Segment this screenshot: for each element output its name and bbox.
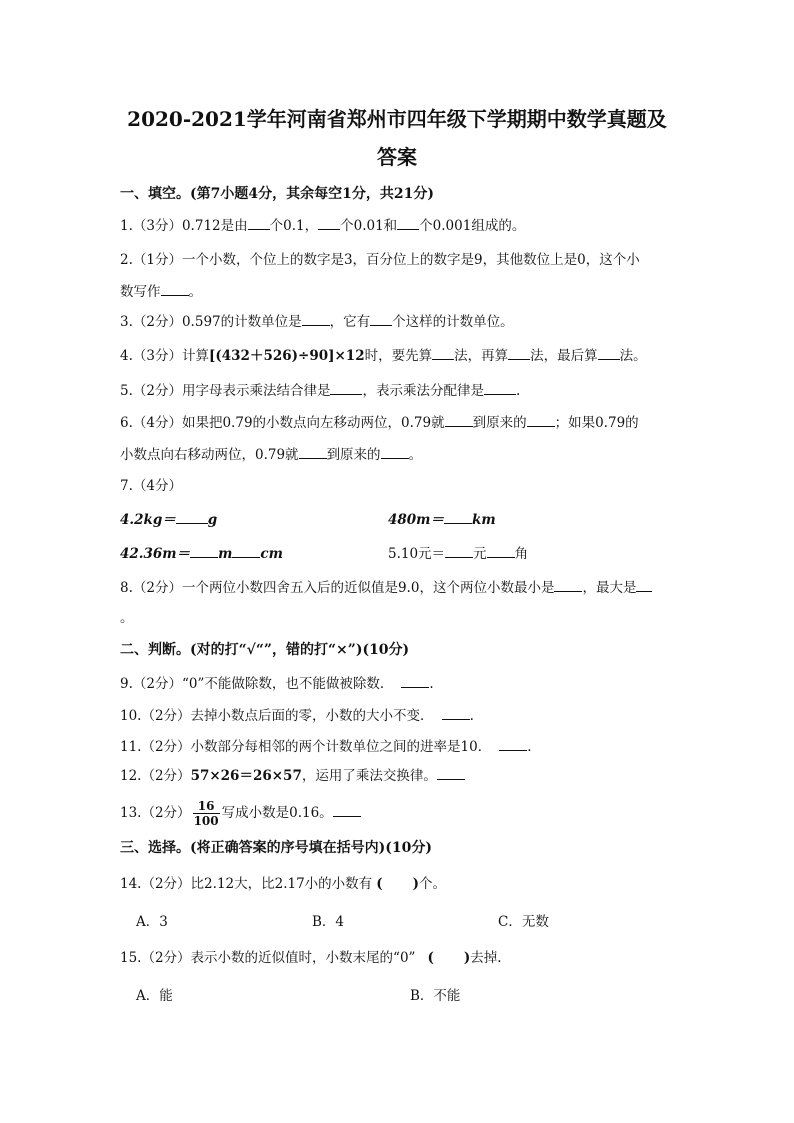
answer-blank: [527, 413, 555, 427]
answer-blank: [487, 544, 515, 558]
question-12: 12.（2分）57×26＝26×57，运用了乘法交换律。: [120, 766, 465, 786]
question-9: 9.（2分）“0”不能做除数，也不能做被除数． .: [120, 676, 434, 692]
answer-blank: [401, 674, 429, 688]
section-2-heading: 二、判断。(对的打“√“”，错的打“×”)(10分): [120, 642, 410, 658]
answer-blank: [554, 578, 582, 592]
question-14-option-c: C．无数: [498, 914, 549, 930]
question-6-line-2: 小数点向右移动两位，0.79就 到原来的 。: [120, 447, 423, 463]
title-line-2: 答案: [377, 145, 417, 169]
question-7-item-4: 5.10元＝ 元 角: [388, 546, 529, 562]
answer-blank: [299, 445, 327, 459]
answer-blank: [176, 510, 208, 524]
question-8: 8.（2分）一个两位小数四舍五入后的近似值是9.0，这个两位小数最小是 ，最大是: [120, 578, 652, 598]
question-7-item-1: 4.2kg＝ g: [120, 512, 218, 528]
question-7-label: 7.（4分）: [120, 478, 182, 494]
question-3: 3.（2分）0.597的计数单位是 ，它有 个这样的计数单位。: [120, 314, 514, 330]
answer-blank: [381, 445, 409, 459]
math-expression: [(432＋526)÷90]×12: [208, 348, 365, 364]
question-14: 14.（2分）比2.12大，比2.17小的小数有 ( )个。: [120, 876, 446, 892]
answer-blank: [598, 346, 620, 360]
question-14-option-b: B．4: [312, 914, 345, 930]
question-10: 10.（2分）去掉小数点后面的零，小数的大小不变． .: [120, 708, 474, 724]
answer-blank: [445, 544, 473, 558]
question-15: 15.（2分）表示小数的近似值时，小数末尾的“0” ( )去掉.: [120, 950, 502, 966]
question-7-item-3: 42.36m＝ m cm: [120, 546, 283, 562]
question-8-end: 。: [120, 610, 134, 626]
question-11: 11.（2分）小数部分每相邻的两个计数单位之间的进率是10． .: [120, 739, 532, 755]
question-1: 1.（3分）0.712是由 个0.1， 个0.01和 个0.001组成的。: [120, 218, 526, 234]
question-7-item-2: 480m＝ km: [388, 512, 496, 528]
answer-blank: [370, 312, 392, 326]
question-5: 5.（2分）用字母表示乘法结合律是 ，表示乘法分配律是 .: [120, 383, 521, 399]
answer-blank: [445, 413, 473, 427]
answer-blank: [333, 803, 361, 817]
answer-blank: [432, 346, 454, 360]
answer-blank: [330, 381, 362, 395]
question-6-line-1: 6.（4分）如果把0.79的小数点向左移动两位，0.79就 到原来的 ；如果0.79的: [120, 415, 639, 431]
fraction: $\frac{16}{100}$: [193, 799, 219, 828]
question-4: 4.（3分）计算[(432＋526)÷90]×12时，要先算 法，再算 法，最后算 法。: [120, 348, 647, 364]
answer-blank: [444, 510, 472, 524]
question-14-option-a: A．3: [136, 914, 168, 930]
answer-blank: [508, 346, 530, 360]
answer-blank: [636, 578, 652, 592]
answer-blank: [499, 737, 527, 751]
answer-blank: [232, 544, 260, 558]
question-2-line-1: 2.（1分）一个小数，个位上的数字是3，百分位上的数字是9，其他数位上是0，这个小: [120, 252, 640, 268]
answer-blank: [302, 312, 330, 326]
question-15-option-b: B．不能: [410, 988, 461, 1004]
answer-blank: [248, 216, 270, 230]
section-3-heading: 三、选择。(将正确答案的序号填在括号内)(10分): [120, 840, 432, 856]
answer-blank: [397, 216, 419, 230]
answer-blank: [437, 766, 465, 780]
page-title: [100, 100, 694, 176]
answer-blank: [190, 544, 218, 558]
title-line-1: 2020-2021学年河南省郑州市四年级下学期期中数学真题及: [127, 107, 667, 131]
answer-blank: [442, 706, 470, 720]
section-1-heading: 一、填空。(第7小题4分，其余每空1分，共21分): [120, 186, 434, 202]
question-15-option-a: A．能: [136, 988, 173, 1004]
question-2-line-2: 数写作 。: [120, 284, 202, 300]
question-13: 13.（2分） $\frac{16}{100}$ 写成小数是0.16。: [120, 796, 361, 830]
math-expression: 57×26＝26×57: [190, 768, 302, 784]
answer-blank: [484, 381, 516, 395]
answer-blank: [318, 216, 340, 230]
answer-blank: [161, 282, 189, 296]
